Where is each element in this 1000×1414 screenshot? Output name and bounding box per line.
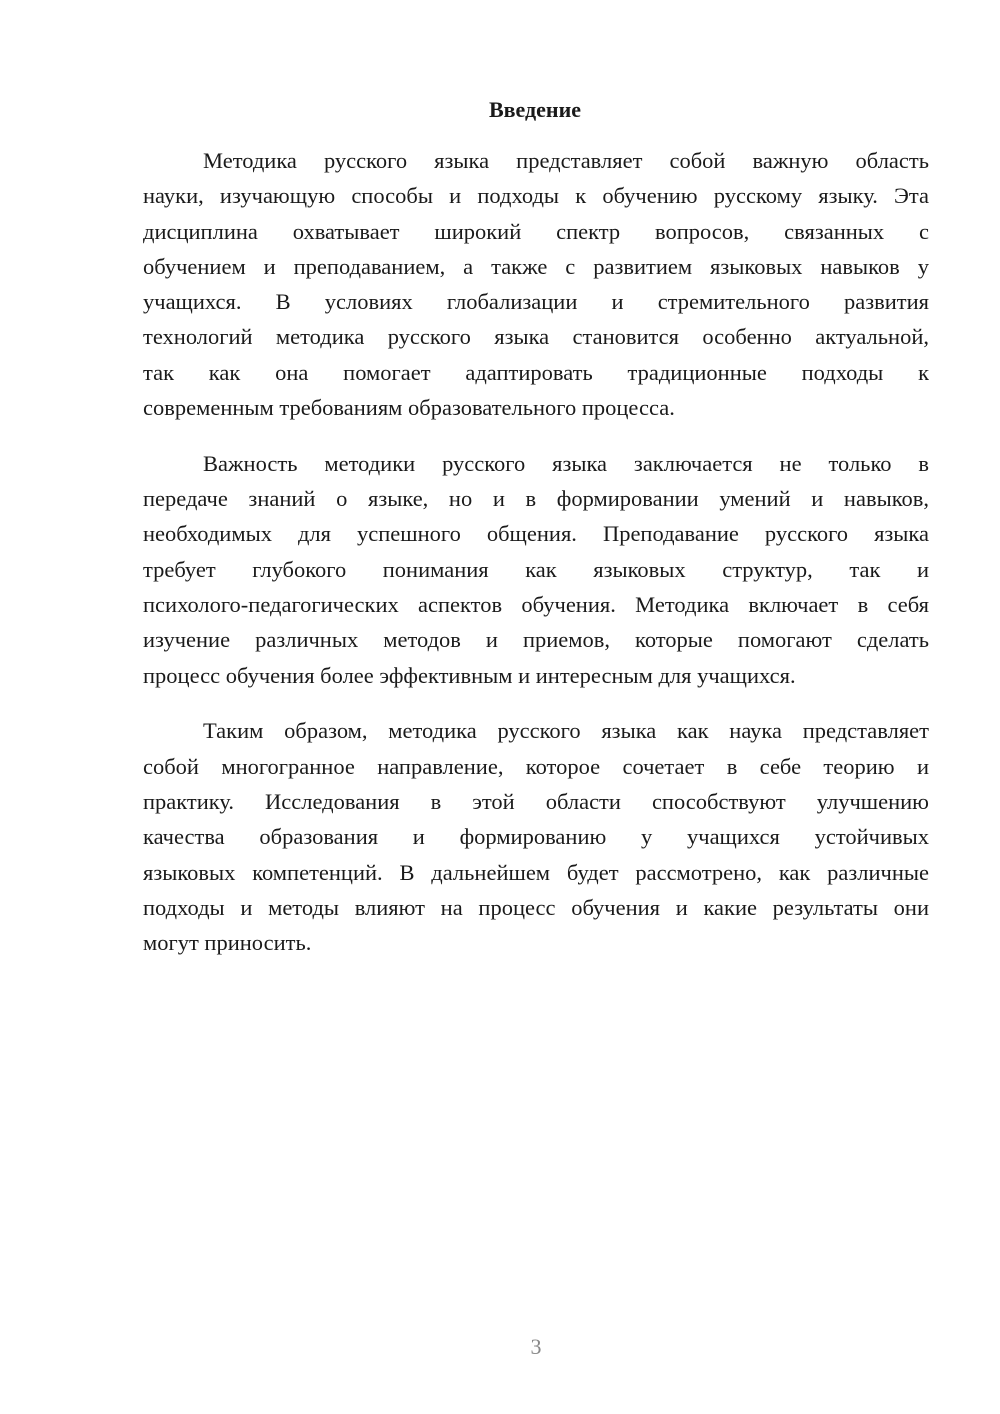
text-line: Методика русского языка представляет собой важную область — [203, 148, 929, 173]
text-line: могут приносить. — [143, 930, 312, 956]
text-line: качества образования и формированию у учащихся устойчивых — [143, 824, 929, 850]
text-line: технологий методика русского языка становится особенно актуальной, — [143, 324, 929, 350]
text-line: обучением и преподаванием, а также с развитием языковых навыков у — [143, 253, 929, 279]
text-line: учащихся. В условиях глобализации и стремительного развития — [143, 289, 929, 315]
text-line: Таким образом, методика русского языка как наука представляет — [203, 718, 929, 744]
text-line: передаче знаний о языке, но и в формировании умений и навыков, — [143, 486, 929, 512]
text-line: собой многогранное направление, которое сочетает в себе теорию и — [143, 753, 929, 779]
page-number: 3 — [530, 1334, 542, 1359]
document-body — [143, 143, 929, 981]
paragraph — [143, 713, 929, 960]
section-title: Введение — [488, 97, 582, 122]
text-line: Важность методики русского языка заключается не только в — [203, 450, 929, 476]
text-line: процесс обучения более эффективным и интересным для учащихся. — [143, 662, 796, 688]
text-line: так как она помогает адаптировать традиционные подходы к — [143, 359, 929, 385]
text-line: современным требованиям образовательного процесса. — [143, 395, 675, 421]
text-line: психолого-педагогических аспектов обучения. Методика включает в себя — [143, 592, 929, 618]
paragraph — [143, 143, 929, 425]
text-line: необходимых для успешного общения. Преподавание русского языка — [143, 521, 929, 547]
text-line: изучение различных методов и приемов, которые помогают сделать — [143, 627, 929, 653]
text-line: практику. Исследования в этой области способствуют улучшению — [143, 789, 929, 815]
text-line: дисциплина охватывает широкий спектр вопросов, связанных с — [143, 218, 929, 244]
paragraph — [143, 446, 929, 693]
text-line: требует глубокого понимания как языковых структур, так и — [143, 556, 929, 582]
text-line: подходы и методы влияют на процесс обучения и какие результаты они — [143, 894, 929, 920]
text-line: науки, изучающую способы и подходы к обучению русскому языку. Эта — [143, 183, 929, 209]
text-line: языковых компетенций. В дальнейшем будет рассмотрено, как различные — [143, 859, 929, 885]
